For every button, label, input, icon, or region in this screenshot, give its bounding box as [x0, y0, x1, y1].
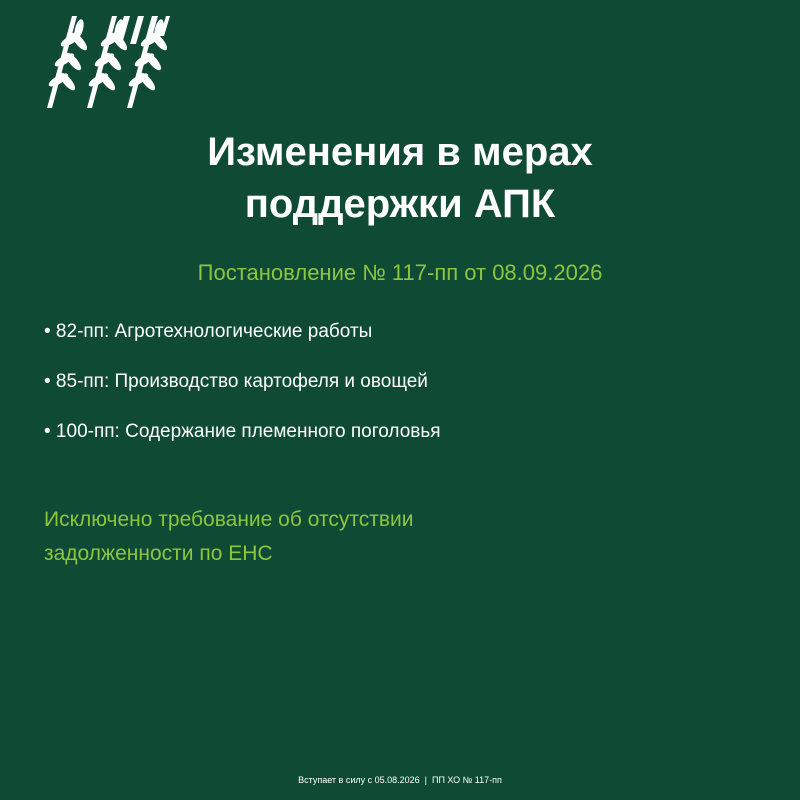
list-item: • 100-пп: Содержание племенного поголовья: [44, 421, 441, 442]
note-line-1: Исключено требование об отсутствии: [44, 508, 414, 531]
resolution-subtitle: Постановление № 117-пп от 08.09.2026: [197, 260, 603, 285]
list-item: • 82-пп: Агротехнологические работы: [44, 321, 373, 342]
list-item: • 85-пп: Производство картофеля и овощей: [44, 371, 428, 392]
page-title: [0, 126, 800, 230]
highlight-note: [44, 503, 413, 571]
program-list: [44, 319, 441, 469]
note-line-2: задолженности по ЕНС: [44, 542, 273, 565]
wheat-ears-icon: [18, 16, 170, 108]
title-line-2: поддержки АПК: [244, 182, 556, 226]
title-line-1: Изменения в мерах: [207, 130, 593, 174]
footer-note: Вступает в силу с 05.08.2026 | ПП ХО № 117-пп: [298, 775, 502, 785]
